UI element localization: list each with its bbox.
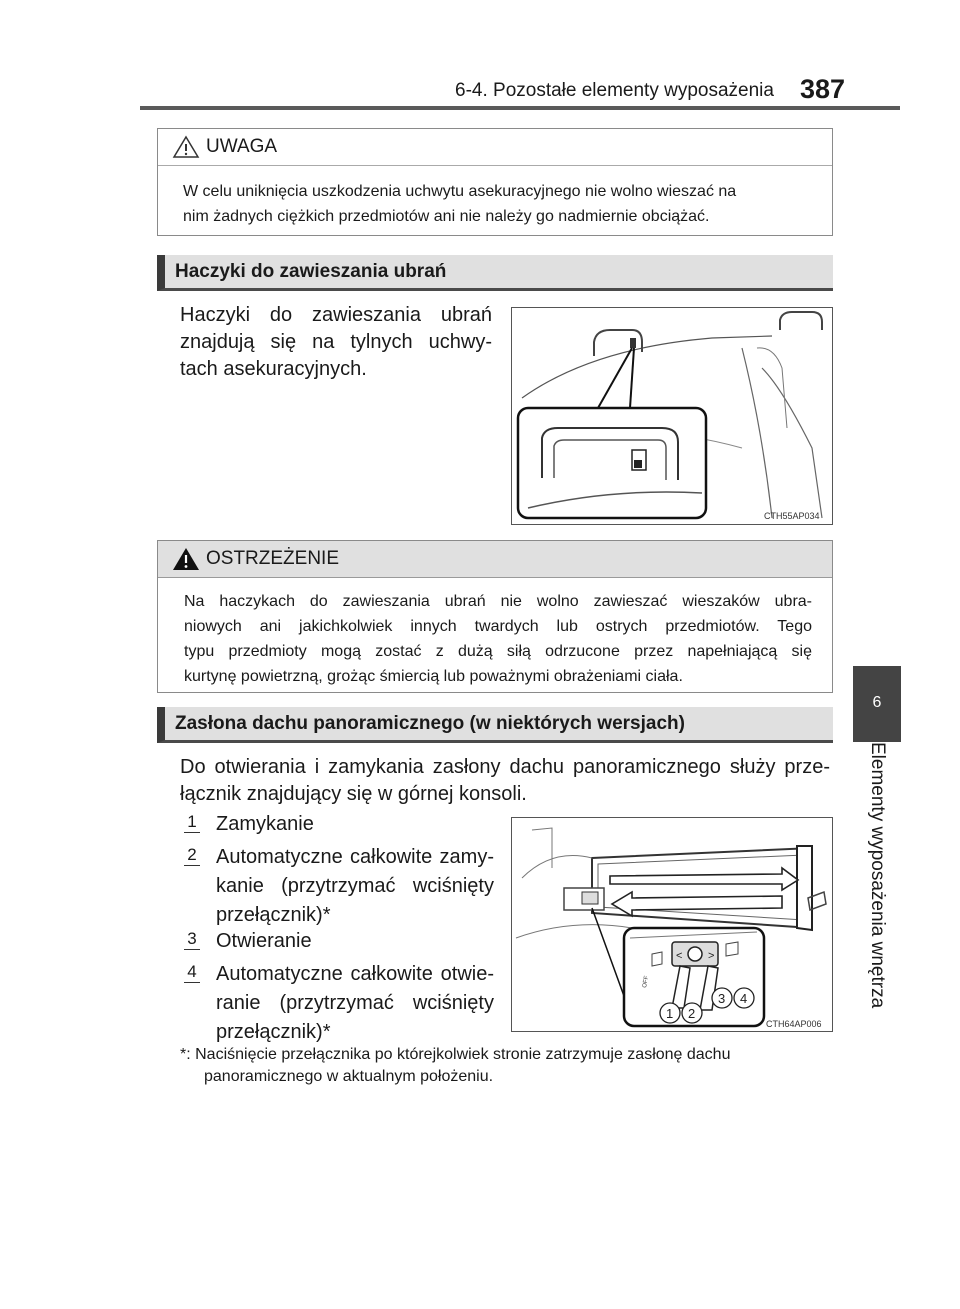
notice-title: UWAGA — [206, 136, 278, 157]
footnote-line: *: Naciśnięcie przełącznika po którejkolwiek stronie zatrzymuje zasłonę dachu — [180, 1046, 731, 1063]
list-item-text: przełącznik)* — [216, 1021, 331, 1043]
warning-text — [158, 578, 832, 689]
coat-hook-drawing — [512, 308, 832, 524]
chapter-tab: 6 — [853, 666, 901, 742]
list-item-text: przełącznik)* — [216, 904, 331, 926]
notice-line: W celu uniknięcia uszkodzenia uchwytu asekuracyjnego nie wolno wieszać na — [183, 183, 737, 200]
callout-3: 3 — [718, 991, 726, 1006]
warning-box — [157, 540, 833, 693]
svg-text:<: < — [676, 950, 683, 962]
notice-text — [158, 166, 832, 229]
switch-off-label: OFF — [642, 975, 651, 989]
caution-triangle-icon — [172, 135, 200, 159]
chapter-title: Elementy wyposażenia wnętrza — [867, 742, 888, 1009]
notice-line: nim żadnych ciężkich przedmiotów ani nie należy go nadmiernie obciążać. — [183, 208, 710, 225]
roof-shade-switch-drawing — [512, 818, 832, 1031]
footnote — [180, 1044, 830, 1088]
list-item-text: Automatyczne całkowite zamy- — [216, 846, 494, 868]
callout-4: 4 — [740, 991, 748, 1006]
running-header-section: 6-4. Pozostałe elementy wyposażenia — [455, 80, 774, 101]
hooks-illustration — [511, 307, 833, 525]
warning-line: kurtynę powietrzną, grożąc śmiercią lub poważnymi obrażeniami ciała. — [184, 668, 683, 685]
warning-line: niowych ani jakichkolwiek innych twardych lub ostrych przedmiotów. Tego — [184, 618, 812, 635]
para-line: znajdują się na tylnych uchwy- — [180, 331, 492, 353]
figure-code: CTH64AP006 — [766, 1019, 822, 1029]
svg-text:>: > — [708, 950, 715, 962]
roof-intro — [180, 754, 830, 808]
roof-illustration — [511, 817, 833, 1032]
warning-triangle-icon — [172, 547, 200, 571]
chapter-title-vertical — [853, 742, 901, 1032]
notice-box — [157, 128, 833, 236]
list-item-text: Zamykanie — [216, 813, 314, 835]
warning-line: Na haczykach do zawieszania ubrań nie wolno zawieszać wieszaków ubra- — [184, 593, 812, 610]
section-heading-text: Haczyki do zawieszania ubrań — [175, 260, 447, 282]
para-line: Haczyki do zawieszania ubrań — [180, 304, 492, 326]
callout-1: 1 — [666, 1006, 674, 1021]
notice-header — [158, 129, 832, 166]
para-line: tach asekuracyjnych. — [180, 358, 367, 380]
list-number: 4 — [184, 962, 200, 983]
list-number: 1 — [184, 812, 200, 833]
list-number: 2 — [184, 845, 200, 866]
page-number: 387 — [800, 74, 846, 104]
warning-line: typu przedmioty mogą zostać z dużą siłą odrzucone przez napełniającą się — [184, 643, 812, 660]
header-rule — [140, 106, 900, 110]
section-heading-roof — [157, 707, 833, 743]
list-number: 3 — [184, 929, 200, 950]
hooks-paragraph — [180, 302, 492, 383]
list-item-text: ranie (przytrzymać wciśnięty — [216, 992, 494, 1014]
para-line: łącznik znajdujący się w górnej konsoli. — [180, 783, 527, 805]
para-line: Do otwierania i zamykania zasłony dachu panoramicznego służy prze- — [180, 756, 830, 778]
list-item-text: Otwieranie — [216, 930, 312, 952]
section-heading-text: Zasłona dachu panoramicznego (w niektórych wersjach) — [175, 712, 685, 734]
list-item-text: kanie (przytrzymać wciśnięty — [216, 875, 494, 897]
callout-2: 2 — [688, 1006, 696, 1021]
list-item-text: Automatyczne całkowite otwie- — [216, 963, 494, 985]
footnote-line: panoramicznego w aktualnym położeniu. — [204, 1068, 494, 1085]
warning-title: OSTRZEŻENIE — [206, 548, 340, 569]
section-heading-hooks — [157, 255, 833, 291]
warning-header — [158, 541, 832, 578]
figure-code: CTH55AP034 — [764, 511, 820, 521]
